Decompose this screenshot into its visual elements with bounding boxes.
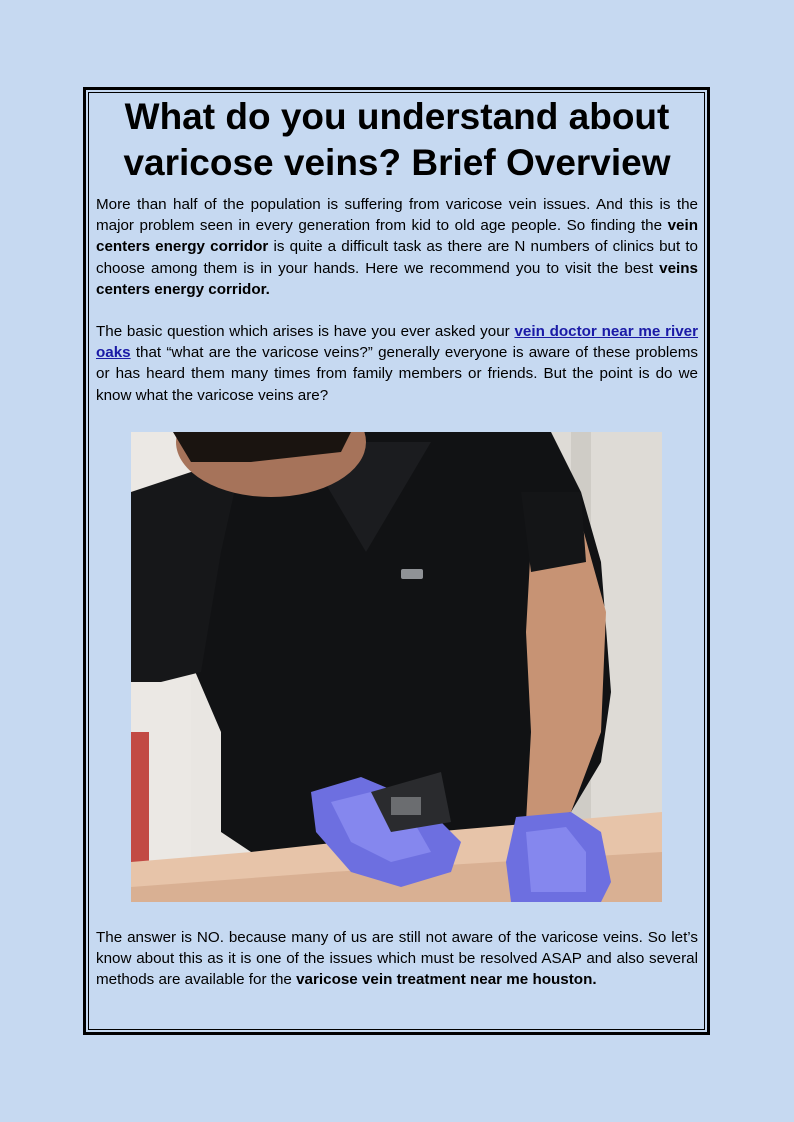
keyword-treatment-houston: varicose vein treatment near me houston. xyxy=(296,971,597,989)
answer-paragraph: The answer is NO. because many of us are still not aware of the varicose veins. So let’s know about this as it is one of the issues which must be resolved ASAP and also several methods are available for the varicose vein treatment near me houston. xyxy=(96,929,698,989)
article-body xyxy=(96,94,698,406)
intro-paragraph: More than half of the population is suffering from varicose vein issues. And this is the major problem seen in every generation from kid to old age people. So finding the vein centers energy corridor is quite a difficult task as there are N numbers of clinics but to choose among them is in your hands. Here we recommend you to visit the best veins centers energy corridor. xyxy=(96,196,698,298)
question-paragraph: The basic question which arises is have you ever asked your vein doctor near me river oaks that “what are the varicose veins?” generally everyone is aware of these problems or has heard them many times from family members or friends. But the point is do we know what the varicose veins are? xyxy=(96,323,699,404)
keyword-veins-centers: veins centers energy corridor. xyxy=(96,259,698,298)
page-title: What do you understand about varicose veins? Brief Overview xyxy=(123,96,671,183)
keyword-vein-centers: vein centers energy corridor xyxy=(96,217,698,256)
doctor-examining-leg-photo xyxy=(131,432,662,902)
vein-doctor-link[interactable]: vein doctor near me river oaks xyxy=(96,323,699,362)
